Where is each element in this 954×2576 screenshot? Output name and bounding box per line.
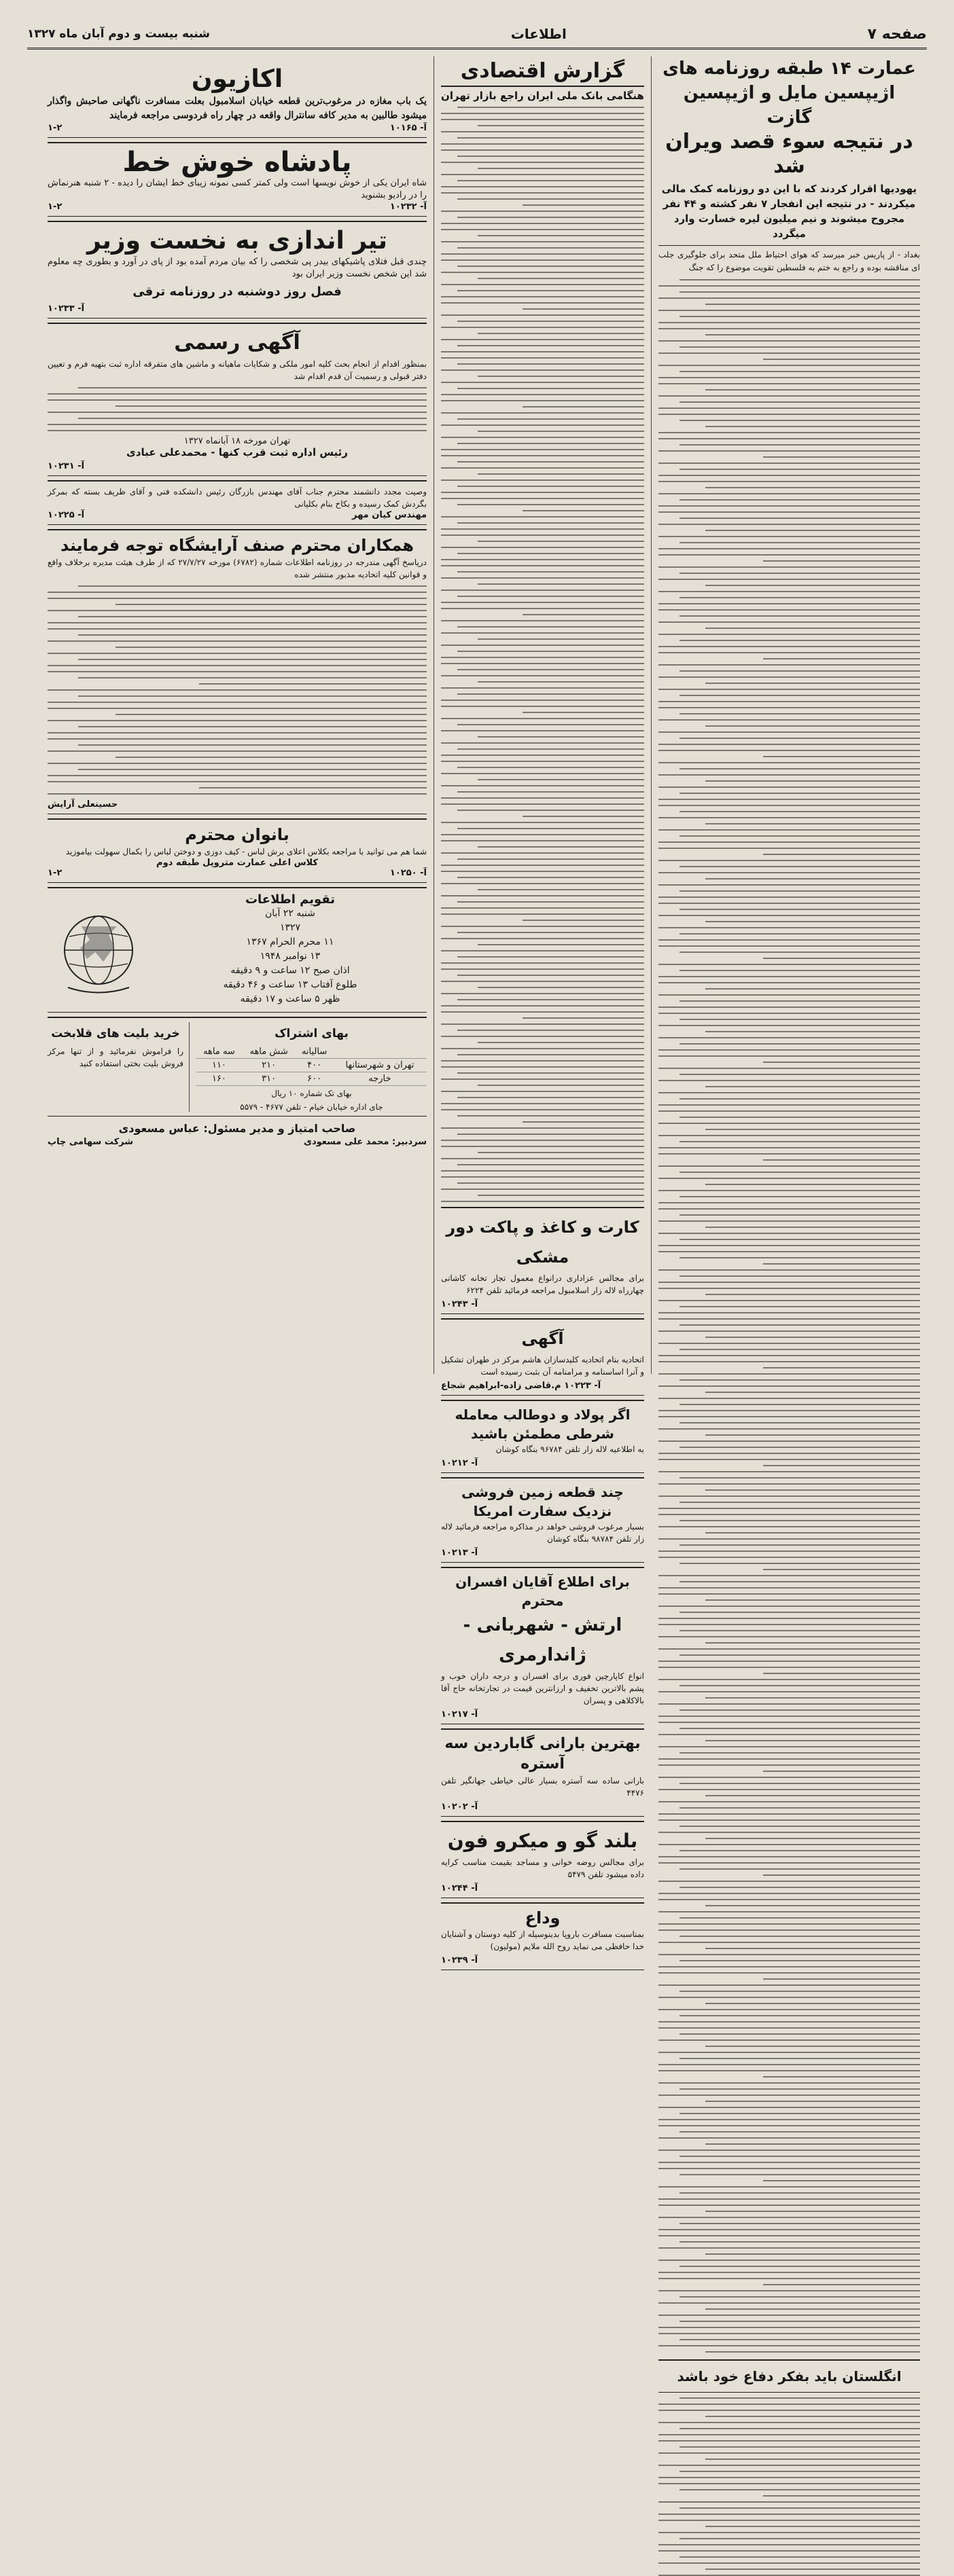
official-notice-sign: رئیس اداره ثبت قرب کنها - محمدعلی عبادی [126,446,348,458]
transaction-ref: آ- ۱۰۲۱۲ [441,1458,478,1468]
page-number: صفحه ۷ [867,25,927,43]
engineer-refs [48,510,427,520]
land-sale-ad [441,1477,644,1563]
calligraphy-ref: آ- ۱۰۲۳۲ [389,202,427,212]
calendar-line: طلوع آفتاب ۱۳ ساعت و ۴۶ دقیقه [223,979,357,990]
occasion-title: اکازیون [191,65,283,93]
farewell-ad [441,1902,644,1970]
transaction-ad [441,1400,644,1473]
microphone-ad [441,1821,644,1898]
masthead [27,20,927,50]
table-cell: شش ماهه [242,1045,296,1059]
economy-title: گزارش اقتصادی [441,56,644,87]
table-row [196,1059,427,1072]
officers-ad [441,1567,644,1724]
publisher-sign: صاحب امتیاز و مدیر مسئول: عباس مسعودی [118,1122,356,1135]
farewell-text: بمناسبت مسافرت باروپا بدینوسیله از کلیه دوستان و آشنایان خدا حافظی می نماید روح الله ملایم (مولیون) [441,1929,644,1951]
lead-paragraph: بغداد - از پاریس خبر میرسد که هوای احتیاط ملل متحد برای جلوگیری جلب ای مناقشه بوده و راجع به ختم به فلسطین تقویت موضوع را که جنگ [658,250,920,272]
officers-ref: آ- ۱۰۲۱۷ [441,1709,478,1720]
calendar-line: ۱۳۲۷ [279,922,301,933]
address-text: جای اداره خیابان خیام - تلفن ۴۶۷۷ - ۵۵۷۹ [240,1102,383,1112]
union-notice-text: اتحادیه بنام اتحادیه کلیدسازان هاشم مرکز در طهران تشکیل و آنرا اساسنامه و مرامنامه آن بثبت رسیده است [441,1355,644,1377]
table-row [196,1072,427,1086]
table-cell: سالیانه [296,1045,332,1059]
editor-sign: سردبیر: محمد علی مسعودی [304,1137,427,1147]
microphone-text: برای مجالس روضه خوانی و مساجد بقیمت مناسب کرایه داده میشود تلفن ۵۴۷۹ [441,1857,644,1879]
official-notice-ad [48,323,427,476]
union-notice-ref: آ- ۱۰۲۲۳ م.قاضی زاده-ابراهیم شجاع [441,1381,601,1391]
farewell-ref: آ- ۱۰۲۳۹ [441,1955,478,1965]
barbers-sign: حسینعلی آرایش [48,799,118,810]
shooting-ad [48,221,427,319]
main-subhead: یهودیها اقرار کردند که با این دو روزنامه کمک مالی میکردند - در نتیجه این انفجار ۷ نفر کشته و ۴۴ نفر مجروح میشوند و نیم میلیون لیره خسارت وارد میگردد [658,181,920,246]
main-headline-2: در نتیجه سوء قصد ویران شد [665,130,913,178]
economy-body-text [441,107,644,1202]
economy-subtitle: هنگامی بانک ملی ایران راجع بازار تهران [441,90,644,102]
subscription-table [196,1045,427,1086]
mourning-cards-ad [441,1207,644,1314]
officers-title: برای اطلاع آقایان افسران محترم [455,1574,630,1609]
ladies-ref2: ۱-۲ [48,868,63,878]
table-cell: ۶۰۰ [296,1072,332,1086]
union-notice-title: آگهی [521,1329,564,1348]
main-headline: عمارت ۱۴ طبقه روزنامه های اژیپسین مایل و اژیپسین گازت [662,58,916,128]
globe-icon [54,899,143,1001]
subscription-note: بهای تک شماره ۱۰ ریال [271,1089,352,1098]
shooting-title: تیر اندازی به نخست وزیر [86,227,388,255]
engineer-ref: آ- ۱۰۲۲۵ [48,510,85,520]
microphone-title: بلند گو و میکرو فون [447,1830,638,1852]
engineer-ad [48,480,427,525]
transaction-title: اگر پولاد و دوطالب معامله شرطی مطمئن باشید [455,1407,631,1442]
microphone-ref: آ- ۱۰۲۴۴ [441,1883,478,1893]
subscription-box [48,1017,427,1117]
mourning-cards-ref: آ- ۱۰۲۴۳ [441,1299,478,1309]
shooting-text: چندی قبل فتلای پاشیکهای بیدر پی شخصی را که بیان مردم آمده بود از پای در آورد و بطوری چه معلوم شد این شخص نخست وزیر ایران بود [48,257,427,279]
official-notice-date: تهران مورخه ۱۸ آبانماه ۱۳۲۷ [183,436,291,446]
calligraphy-text: شاه ایران یکی از خوش نویسها است ولی کمتر کسی نمونه زیبای خط ایشان را دیده - ۲ شنبه هنرنماش را در رادیو بشنوید [48,178,427,200]
ladies-title: بانوان محترم [185,825,289,844]
shooting-subtitle: فصل روز دوشنبه در روزنامه ترقی [132,285,342,299]
farewell-title: وداع [525,1908,561,1927]
table-cell [333,1045,427,1059]
calendar-line: ۱۳ نوامبر ۱۹۴۸ [260,951,321,962]
union-notice-ad [441,1318,644,1396]
ladies-text: شما هم می توانید با مراجعه بکلاس اعلای برش لباس - کیف دوزی و دوختن لباس را بکمال سهولت بیاموزید [65,847,427,856]
occasion-text: یک باب مغازه در مرغوب‌ترین قطعه خیابان اسلامبول بعلت مسافرت ناگهانی صاحبش واگذار میشود طالبین به مدیر کافه سانترال واقعه در چهار راه فردوسی مراجعه فرمایند [48,96,427,121]
ads-column [41,56,434,1374]
lottery-text: را فراموش نفرمائید و از تنها مرکز فروش بلیت بختی استفاده کنید [48,1047,183,1068]
officers-big-title: ارتش - شهربانی - ژاندارمری [463,1615,622,1665]
land-sale-title: چند قطعه زمین فروشی نزدیک سفارت امریکا [461,1484,624,1519]
calligraphy-ad [48,142,427,217]
table-cell: ۴۰۰ [296,1059,332,1072]
calendar-line: اذان صبح ۱۲ ساعت و ۹ دقیقه [230,965,350,976]
ladies-sign: کلاس اعلی عمارت متروپل طبقه دوم [156,858,318,868]
calligraphy-refs [48,202,427,212]
barbers-text: درپاسخ آگهی مندرجه در روزنامه اطلاعات شماره (۶۷۸۲) مورخه ۲۷/۷/۲۷ که از طرف هیئت مدیره برخلاف واقع و قوانین کلیه اتحادیه مذبور منتشر شده [48,558,427,579]
subscription-title: بهای اشتراک [275,1027,349,1040]
printer-name: شرکت سهامی چاپ [48,1137,134,1147]
table-cell: ۳۱۰ [242,1072,296,1086]
official-notice-title: آگهی رسمی [174,331,300,355]
table-row [196,1045,427,1059]
land-sale-ref: آ- ۱۰۲۱۳ [441,1548,478,1558]
lottery-title: خرید بلیت های قلابخت [51,1027,180,1040]
calligraphy-title: پادشاه خوش خط [122,147,352,178]
news-column [651,56,927,2384]
barbers-title: همکاران محترم صنف آرایشگاه توجه فرمایند [60,536,414,555]
table-cell: ۱۶۰ [196,1072,242,1086]
ladies-refs [48,868,427,878]
columns [27,56,927,2384]
news-body-text [658,279,920,2353]
calendar-line: ظهر ۵ ساعت و ۱۷ دقیقه [240,994,340,1004]
paper-name: اطلاعات [510,26,567,42]
table-cell: ۲۱۰ [242,1059,296,1072]
engineer-text: وصیت مجدد دانشمند محترم جناب آقای مهندس بازرگان رئیس دانشکده فنی و آقای ظریف بسته که بمرکز بگردش کمک رسیده و بکاخ بنام بکلیانی [48,487,427,509]
occasion-refs [48,123,427,133]
table-cell: سه ماهه [196,1045,242,1059]
table-cell: تهران و شهرستانها [333,1059,427,1072]
publisher-signatures [48,1121,427,1147]
raincoat-ad [441,1728,644,1817]
land-sale-text: بسیار مرغوب فروشی خواهد در مذاکره مراجعه فرمائید لاله زار تلفن ۹۸۷۸۴ بنگاه کوشان [441,1522,644,1544]
mourning-cards-title: کارت و کاغذ و پاکت دور مشکی [446,1218,639,1267]
calendar-line: ۱۱ محرم الحرام ۱۳۶۷ [246,937,334,947]
ladies-ref: آ- ۱۰۲۵۰ [389,868,427,878]
calligraphy-ref2: ۱-۲ [48,202,63,212]
editor-row [48,1137,427,1147]
table-cell: ۱۱۰ [196,1059,242,1072]
calendar-title: تقویم اطلاعات [245,892,336,907]
official-notice-text: بمنظور اقدام از انجام بحث کلیه امور ملکی و شکایات ماهیانه و ماشین های متفرقه اداره ثبت بتهیه فرم و تعیین دفتر قبولی و رسمیت آن قدم اقدام شد [48,359,427,381]
official-notice-body [48,387,427,431]
raincoat-ref: آ- ۱۰۲۰۲ [441,1802,478,1812]
england-defense-title: انگلستان باید بفکر دفاع خود باشد [677,2368,902,2384]
raincoat-title: بهترین بارانی گاباردین سه آستره [444,1735,641,1773]
subscription-table-wrap [196,1022,427,1112]
table-cell: خارجه [333,1072,427,1086]
england-defense-article [658,2359,920,2393]
occasion-ref: آ- ۱۰۱۶۵ [389,123,427,133]
officers-text: انواع کاپارچین فوری برای افسران و درجه داران خوب و پشم بالاترین تخفیف و ارزانترین قیمت در تجارتخانه حاج آقا بالاکلاهی و پسران [441,1671,644,1705]
ladies-ad [48,818,427,883]
economy-column [434,56,651,1965]
england-defense-body [658,2397,920,2576]
transaction-text: به اطلاعیه لاله زار تلفن ۹۶۷۸۴ بنگاه کوشان [495,1445,644,1454]
calendar-info [154,892,427,1008]
lottery-ad [48,1022,190,1112]
engineer-sign: مهندس کیان مهر [352,510,427,520]
mourning-cards-text: برای مجالس عزاداری درانواع معمول تجار تخانه کاشانی چهارراه لاله زار اسلامبول مراجعه فرمائید تلفن ۶۲۲۴ [441,1273,644,1295]
occasion-ad [48,60,427,138]
official-notice-ref: آ- ۱۰۲۳۱ [48,461,85,471]
raincoat-text: بارانی ساده سه آستره بسیار عالی خیاطی جهانگیر تلفن ۴۴۷۶ [441,1776,644,1798]
barbers-ad [48,529,427,814]
shooting-ref: آ- ۱۰۲۳۳ [48,304,85,314]
occasion-ref2: ۱-۲ [48,123,63,133]
barbers-body [48,585,427,795]
calendar-line: شنبه ۲۲ آبان [265,908,315,919]
calendar-box [48,887,427,1013]
issue-date: شنبه بیست و دوم آبان ماه ۱۳۲۷ [27,27,210,41]
globe-illustration [48,892,149,1008]
